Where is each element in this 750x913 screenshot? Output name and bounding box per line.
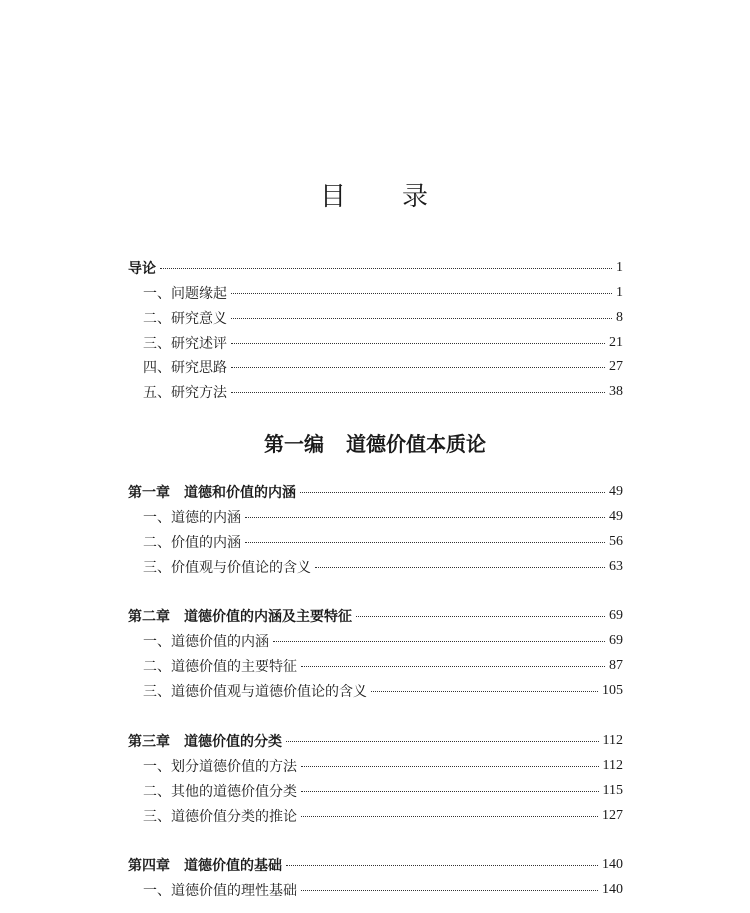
toc-page-number: 1 xyxy=(616,285,623,300)
toc-label: 三、研究述评 xyxy=(143,336,227,352)
dot-leader xyxy=(300,489,605,493)
dot-leader xyxy=(231,290,612,294)
toc-label: 一、道德价值的理性基础 xyxy=(143,883,297,899)
toc-page-number: 38 xyxy=(609,384,623,399)
toc-label: 第一章 道德和价值的内涵 xyxy=(128,485,296,501)
toc-label: 导论 xyxy=(128,261,156,277)
toc-page-number: 8 xyxy=(616,310,623,325)
toc-label: 一、道德的内涵 xyxy=(143,510,241,526)
dot-leader xyxy=(301,788,599,792)
toc-page-number: 69 xyxy=(609,608,623,623)
toc-page-number: 115 xyxy=(602,783,623,798)
toc-label: 第四章 道德价值的基础 xyxy=(128,858,282,874)
toc-entry[interactable] xyxy=(143,557,623,577)
dot-leader xyxy=(301,887,598,891)
toc-label: 二、研究意义 xyxy=(143,311,227,327)
toc-label: 二、价值的内涵 xyxy=(143,535,241,551)
toc-entry[interactable] xyxy=(143,283,623,303)
toc-entry[interactable] xyxy=(143,806,623,826)
dot-leader xyxy=(245,539,605,543)
toc-entry-chapter-3[interactable] xyxy=(128,731,623,751)
part-number: 第一编 xyxy=(264,432,324,456)
toc-label: 五、研究方法 xyxy=(143,385,227,401)
toc-page-number: 112 xyxy=(602,733,623,748)
toc-entry-chapter-1[interactable] xyxy=(128,482,623,502)
toc-page-number: 56 xyxy=(609,534,623,549)
toc-label: 一、道德价值的内涵 xyxy=(143,634,269,650)
toc-page-number: 27 xyxy=(609,359,623,374)
toc-page-number: 87 xyxy=(609,658,623,673)
title-char-1: 目 xyxy=(319,182,348,212)
dot-leader xyxy=(301,763,599,767)
dot-leader xyxy=(286,738,599,742)
toc-label: 一、问题缘起 xyxy=(143,286,227,302)
toc-page-number: 140 xyxy=(602,882,623,897)
toc-entry[interactable] xyxy=(143,382,623,402)
toc-page-number: 112 xyxy=(602,758,623,773)
toc-label: 第三章 道德价值的分类 xyxy=(128,734,282,750)
title-char-2: 录 xyxy=(402,182,431,212)
toc-page-number: 21 xyxy=(609,335,623,350)
toc-page-number: 49 xyxy=(609,509,623,524)
toc-label: 二、道德价值的主要特征 xyxy=(143,659,297,675)
dot-leader xyxy=(231,389,605,393)
toc-entry[interactable] xyxy=(143,532,623,552)
toc-label: 三、价值观与价值论的含义 xyxy=(143,560,311,576)
page-title xyxy=(0,176,750,213)
toc-page-number: 1 xyxy=(616,260,623,275)
toc-entry[interactable] xyxy=(143,880,623,900)
toc-page-number: 49 xyxy=(609,484,623,499)
dot-leader xyxy=(231,364,605,368)
toc-label: 一、划分道德价值的方法 xyxy=(143,759,297,775)
dot-leader xyxy=(301,663,605,667)
dot-leader xyxy=(315,564,605,568)
part-heading xyxy=(0,428,750,457)
dot-leader xyxy=(356,613,605,617)
dot-leader xyxy=(231,340,605,344)
toc-entry[interactable] xyxy=(143,756,623,776)
dot-leader xyxy=(286,862,598,866)
dot-leader xyxy=(231,315,612,319)
dot-leader xyxy=(245,514,605,518)
toc-entry[interactable] xyxy=(143,507,623,527)
toc-label: 三、道德价值分类的推论 xyxy=(143,809,297,825)
toc-entry[interactable] xyxy=(143,781,623,801)
toc-page-number: 63 xyxy=(609,559,623,574)
toc-entry[interactable] xyxy=(143,308,623,328)
part-name: 道德价值本质论 xyxy=(346,432,486,456)
toc-page-number: 140 xyxy=(602,857,623,872)
toc-label: 二、其他的道德价值分类 xyxy=(143,784,297,800)
toc-entry[interactable] xyxy=(143,631,623,651)
dot-leader xyxy=(371,688,598,692)
toc-entry[interactable] xyxy=(143,333,623,353)
toc-page-number: 105 xyxy=(602,683,623,698)
toc-page-number: 69 xyxy=(609,633,623,648)
dot-leader xyxy=(273,638,605,642)
toc-label: 四、研究思路 xyxy=(143,360,227,376)
toc-label: 第二章 道德价值的内涵及主要特征 xyxy=(128,609,352,625)
toc-entry[interactable] xyxy=(143,656,623,676)
toc-entry-chapter-2[interactable] xyxy=(128,606,623,626)
toc-entry-chapter-4[interactable] xyxy=(128,855,623,875)
toc-entry-intro[interactable] xyxy=(128,258,623,278)
toc-page-number: 127 xyxy=(602,808,623,823)
dot-leader xyxy=(301,813,598,817)
dot-leader xyxy=(160,265,612,269)
toc-label: 三、道德价值观与道德价值论的含义 xyxy=(143,684,367,700)
toc-entry[interactable] xyxy=(143,357,623,377)
toc-entry[interactable] xyxy=(143,681,623,701)
